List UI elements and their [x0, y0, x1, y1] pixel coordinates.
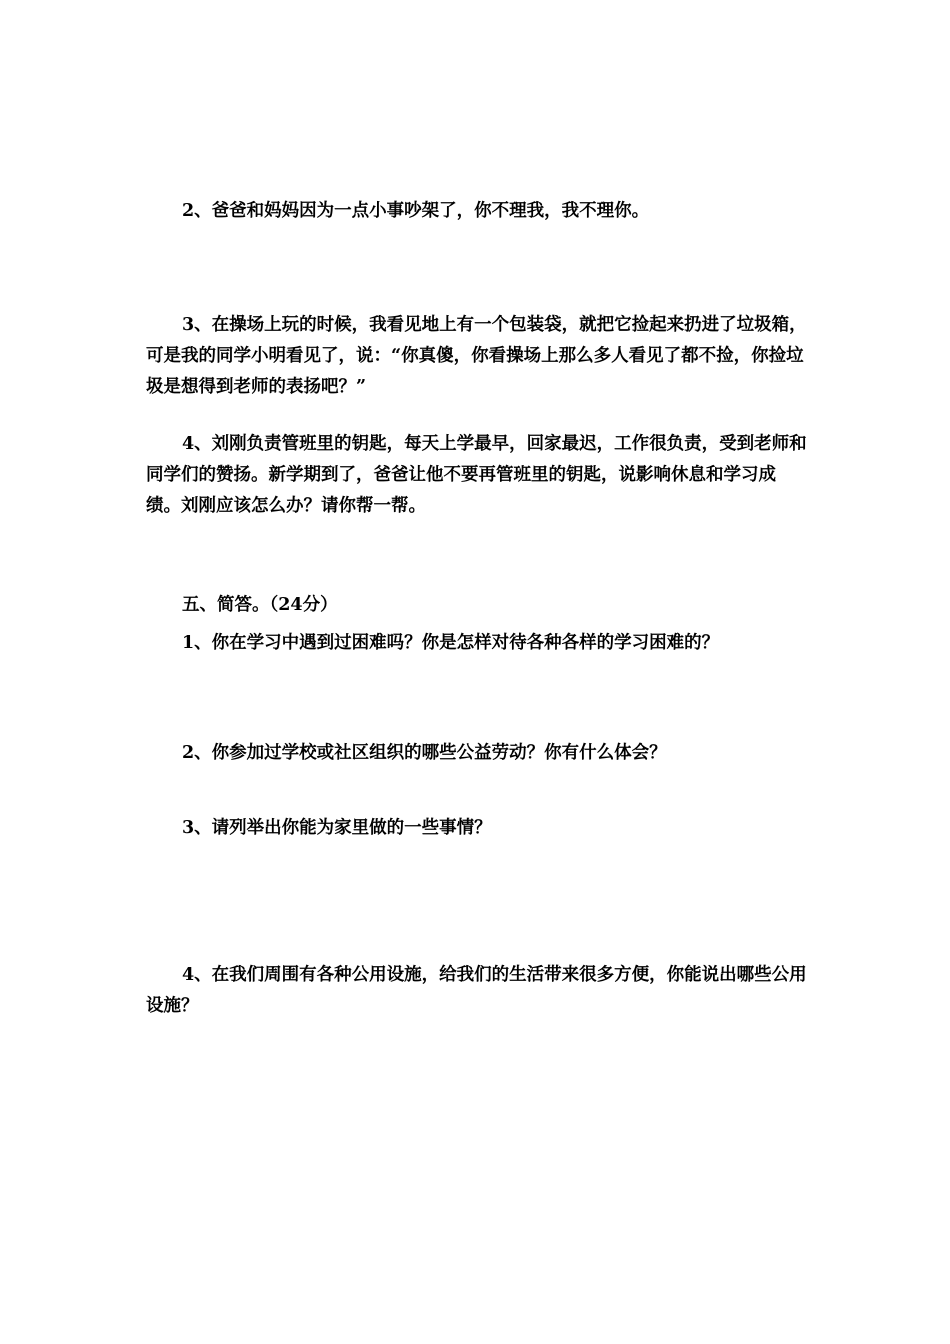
scenario-question-4: 4、刘刚负责管班里的钥匙，每天上学最早，回家最迟，工作很负责，受到老师和同学们的赞扬。新学期到了，爸爸让他不要再管班里的钥匙，说影响休息和学习成绩。刘刚应该怎么办？请你帮一帮。: [146, 434, 807, 516]
scenario-question-3: 3、在操场上玩的时候，我看见地上有一个包装袋，就把它捡起来扔进了垃圾箱，可是我的同学小明看见了，说：“你真傻，你看操场上那么多人看见了都不捡，你捡垃圾是想得到老师的表扬吧？”: [146, 315, 807, 397]
short-answer-question-1: 1、你在学习中遇到过困难吗？你是怎样对待各种各样的学习困难的？: [182, 633, 720, 653]
short-answer-question-3: 3、请列举出你能为家里做的一些事情？: [182, 818, 492, 838]
scenario-question-2: 2、爸爸和妈妈因为一点小事吵架了，你不理我，我不理你。: [182, 201, 650, 221]
short-answer-question-2: 2、你参加过学校或社区组织的哪些公益劳动？你有什么体会？: [182, 743, 667, 763]
short-answer-question-4: 4、在我们周围有各种公用设施，给我们的生活带来很多方便，你能说出哪些公用设施？: [146, 965, 807, 1016]
section-5-heading: 五、简答。（24分）: [182, 595, 338, 615]
